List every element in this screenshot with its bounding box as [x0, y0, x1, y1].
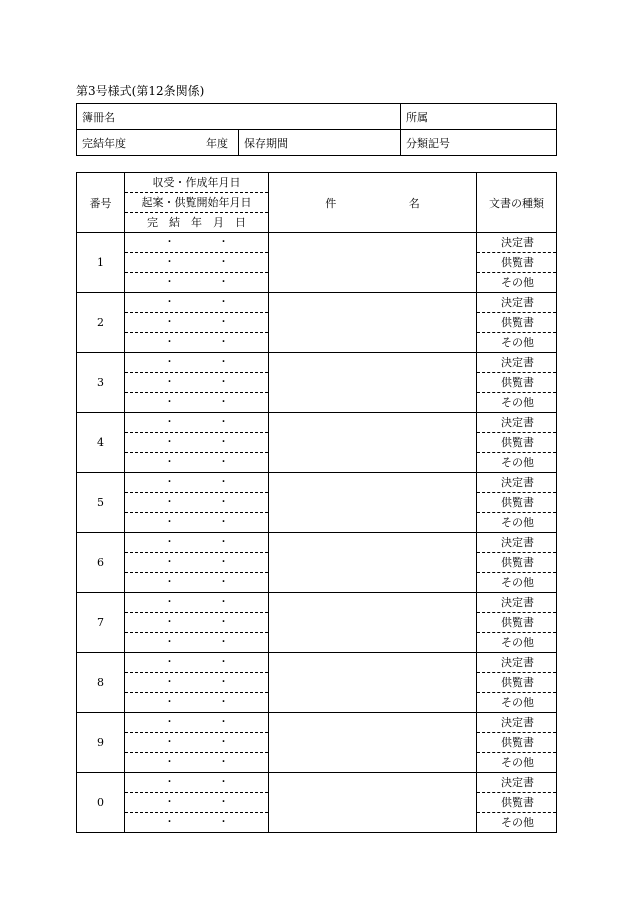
register-name-label: 簿冊名: [82, 110, 115, 124]
doc-type-option[interactable]: 供覧書: [477, 732, 556, 752]
register-row: [77, 713, 557, 773]
date-separator-dot: ・: [164, 457, 175, 468]
date-separator-dot: ・: [218, 517, 229, 528]
date-separator-dot: ・: [164, 377, 175, 388]
date-separator-dot: ・: [164, 717, 175, 728]
date-entry-field[interactable]: [125, 732, 268, 752]
doc-type-options: [477, 473, 557, 533]
date-separator-dot: ・: [218, 797, 229, 808]
date-entry-field[interactable]: [125, 533, 268, 552]
retention-period-label: 保存期間: [244, 136, 288, 150]
date-entry-field[interactable]: [125, 572, 268, 592]
doc-type-option[interactable]: その他: [477, 572, 556, 592]
doc-type-option[interactable]: 決定書: [501, 356, 534, 369]
date-separator-dot: ・: [218, 417, 229, 428]
date-entry-field[interactable]: [125, 272, 268, 292]
date-separator-dot: ・: [164, 697, 175, 708]
doc-type-option[interactable]: その他: [477, 512, 556, 532]
date-separator-dot: ・: [164, 677, 175, 688]
row-number: 6: [77, 533, 125, 593]
doc-type-options: [477, 413, 557, 473]
date-separator-dot: ・: [164, 757, 175, 768]
doc-type-option[interactable]: その他: [477, 392, 556, 412]
doc-type-option[interactable]: 決定書: [501, 596, 534, 609]
register-info-table: [76, 103, 557, 156]
subject-field[interactable]: [269, 413, 477, 473]
form-title: 第3号様式(第12条関係): [76, 84, 205, 98]
subject-field[interactable]: [269, 593, 477, 653]
doc-type-options: [477, 353, 557, 413]
doc-type-options: [477, 593, 557, 653]
info-row-1: [77, 104, 557, 130]
date-entries: [125, 593, 269, 653]
department-label: 所属: [406, 110, 428, 124]
document-register-table: [76, 172, 557, 833]
date-entry-field[interactable]: [125, 452, 268, 472]
subject-field[interactable]: [269, 293, 477, 353]
date-separator-dot: ・: [218, 477, 229, 488]
date-separator-dot: ・: [218, 537, 229, 548]
date-separator-dot: ・: [164, 297, 175, 308]
completion-year-field[interactable]: [77, 130, 239, 156]
date-entry-field[interactable]: [125, 353, 268, 372]
date-entry-field[interactable]: [125, 512, 268, 532]
date-separator-dot: ・: [164, 817, 175, 828]
date-entry-field[interactable]: [125, 312, 268, 332]
date-entry-field[interactable]: [125, 252, 268, 272]
doc-type-option[interactable]: その他: [477, 632, 556, 652]
date-entry-field[interactable]: [125, 432, 268, 452]
date-entries: [125, 533, 269, 593]
date-separator-dot: ・: [218, 337, 229, 348]
year-suffix: 年度: [206, 136, 228, 150]
register-row: [77, 533, 557, 593]
register-row: [77, 233, 557, 293]
header-subject-part1: 件: [325, 196, 337, 210]
doc-type-options: [477, 233, 557, 293]
date-separator-dot: ・: [218, 557, 229, 568]
date-entry-field[interactable]: [125, 692, 268, 712]
register-row: [77, 413, 557, 473]
doc-type-option[interactable]: 供覧書: [477, 792, 556, 812]
date-entry-field[interactable]: [125, 792, 268, 812]
doc-type-option[interactable]: 供覧書: [477, 372, 556, 392]
header-date-completed: 完 結 年 月 日: [125, 212, 268, 232]
date-separator-dot: ・: [164, 417, 175, 428]
row-number: 9: [77, 713, 125, 773]
header-number: 番号: [77, 173, 125, 233]
date-separator-dot: ・: [164, 517, 175, 528]
date-separator-dot: ・: [218, 317, 229, 328]
date-entry-field[interactable]: [125, 752, 268, 772]
doc-type-option[interactable]: 供覧書: [477, 612, 556, 632]
doc-type-option[interactable]: 決定書: [501, 716, 534, 729]
doc-type-option[interactable]: 供覧書: [477, 252, 556, 272]
subject-field[interactable]: [269, 353, 477, 413]
date-separator-dot: ・: [164, 357, 175, 368]
date-entries: [125, 413, 269, 473]
doc-type-options: [477, 293, 557, 353]
date-separator-dot: ・: [218, 297, 229, 308]
classification-code-field[interactable]: [401, 130, 557, 156]
date-entries: [125, 713, 269, 773]
date-entry-field[interactable]: [125, 713, 268, 732]
doc-type-option[interactable]: 供覧書: [477, 312, 556, 332]
doc-type-option[interactable]: その他: [477, 692, 556, 712]
date-entry-field[interactable]: [125, 372, 268, 392]
doc-type-options: [477, 773, 557, 833]
date-separator-dot: ・: [218, 237, 229, 248]
doc-type-option[interactable]: 決定書: [501, 776, 534, 789]
row-number: 0: [77, 773, 125, 833]
date-entries: [125, 353, 269, 413]
register-row: [77, 293, 557, 353]
date-separator-dot: ・: [164, 337, 175, 348]
doc-type-option[interactable]: その他: [477, 452, 556, 472]
register-row: [77, 773, 557, 833]
row-number: 7: [77, 593, 125, 653]
date-separator-dot: ・: [218, 677, 229, 688]
date-separator-dot: ・: [218, 717, 229, 728]
date-separator-dot: ・: [218, 777, 229, 788]
subject-field[interactable]: [269, 233, 477, 293]
row-number: 4: [77, 413, 125, 473]
row-number: 1: [77, 233, 125, 293]
date-separator-dot: ・: [164, 617, 175, 628]
completion-year-label: 完結年度: [82, 136, 126, 150]
doc-type-option[interactable]: 供覧書: [477, 672, 556, 692]
date-separator-dot: ・: [218, 377, 229, 388]
date-entry-field[interactable]: [125, 473, 268, 492]
retention-period-field[interactable]: [239, 130, 401, 156]
subject-field[interactable]: [269, 533, 477, 593]
doc-type-option[interactable]: 決定書: [501, 536, 534, 549]
date-separator-dot: ・: [164, 537, 175, 548]
date-separator-dot: ・: [218, 617, 229, 628]
subject-field[interactable]: [269, 653, 477, 713]
date-separator-dot: ・: [218, 597, 229, 608]
header-date-received: 収受・作成年月日: [152, 176, 241, 189]
register-body: [77, 233, 557, 833]
doc-type-options: [477, 713, 557, 773]
doc-type-option[interactable]: 決定書: [501, 236, 534, 249]
date-separator-dot: ・: [164, 397, 175, 408]
date-entry-field[interactable]: [125, 233, 268, 252]
date-separator-dot: ・: [218, 817, 229, 828]
date-separator-dot: ・: [218, 397, 229, 408]
date-separator-dot: ・: [164, 437, 175, 448]
doc-type-option[interactable]: 決定書: [501, 296, 534, 309]
date-separator-dot: ・: [218, 437, 229, 448]
date-separator-dot: ・: [218, 757, 229, 768]
header-dates: [125, 173, 269, 233]
date-separator-dot: ・: [164, 277, 175, 288]
date-separator-dot: ・: [218, 497, 229, 508]
date-separator-dot: ・: [218, 277, 229, 288]
date-separator-dot: ・: [164, 317, 175, 328]
row-number: 3: [77, 353, 125, 413]
classification-code-label: 分類記号: [406, 136, 450, 150]
header-subject: [269, 173, 477, 233]
date-entry-field[interactable]: [125, 332, 268, 352]
date-separator-dot: ・: [218, 657, 229, 668]
info-row-2: [77, 130, 557, 156]
doc-type-option[interactable]: 決定書: [501, 416, 534, 429]
subject-field[interactable]: [269, 713, 477, 773]
row-number: 8: [77, 653, 125, 713]
date-separator-dot: ・: [164, 237, 175, 248]
date-separator-dot: ・: [218, 697, 229, 708]
date-entry-field[interactable]: [125, 492, 268, 512]
date-separator-dot: ・: [164, 797, 175, 808]
date-entries: [125, 773, 269, 833]
date-entry-field[interactable]: [125, 413, 268, 432]
date-separator-dot: ・: [218, 357, 229, 368]
doc-type-option[interactable]: その他: [477, 812, 556, 832]
date-separator-dot: ・: [164, 557, 175, 568]
date-separator-dot: ・: [218, 577, 229, 588]
doc-type-option[interactable]: 決定書: [501, 656, 534, 669]
header-date-drafted: 起案・供覧開始年月日: [125, 192, 268, 212]
date-entry-field[interactable]: [125, 812, 268, 832]
doc-type-option[interactable]: 供覧書: [477, 552, 556, 572]
date-separator-dot: ・: [218, 457, 229, 468]
date-separator-dot: ・: [218, 737, 229, 748]
doc-type-option[interactable]: 供覧書: [477, 432, 556, 452]
subject-field[interactable]: [269, 773, 477, 833]
doc-type-options: [477, 653, 557, 713]
date-separator-dot: ・: [164, 777, 175, 788]
doc-type-option[interactable]: その他: [477, 332, 556, 352]
header-subject-part2: 名: [408, 196, 420, 210]
date-separator-dot: ・: [218, 257, 229, 268]
date-entry-field[interactable]: [125, 593, 268, 612]
date-entry-field[interactable]: [125, 612, 268, 632]
department-field[interactable]: [401, 104, 557, 130]
date-entries: [125, 293, 269, 353]
register-name-field[interactable]: [77, 104, 401, 130]
date-entry-field[interactable]: [125, 773, 268, 792]
doc-type-option[interactable]: 決定書: [501, 476, 534, 489]
date-entries: [125, 473, 269, 533]
header-doc-type: 文書の種類: [477, 173, 557, 233]
date-entry-field[interactable]: [125, 653, 268, 672]
row-number: 5: [77, 473, 125, 533]
doc-type-option[interactable]: 供覧書: [477, 492, 556, 512]
date-entry-field[interactable]: [125, 392, 268, 412]
date-entries: [125, 233, 269, 293]
date-entry-field[interactable]: [125, 672, 268, 692]
date-separator-dot: ・: [164, 477, 175, 488]
date-separator-dot: ・: [164, 497, 175, 508]
date-separator-dot: ・: [164, 737, 175, 748]
date-separator-dot: ・: [218, 637, 229, 648]
register-row: [77, 653, 557, 713]
date-entry-field[interactable]: [125, 293, 268, 312]
doc-type-option[interactable]: その他: [477, 752, 556, 772]
date-entry-field[interactable]: [125, 632, 268, 652]
doc-type-options: [477, 533, 557, 593]
register-row: [77, 353, 557, 413]
date-entries: [125, 653, 269, 713]
date-entry-field[interactable]: [125, 552, 268, 572]
register-row: [77, 593, 557, 653]
date-separator-dot: ・: [164, 657, 175, 668]
doc-type-option[interactable]: その他: [477, 272, 556, 292]
register-row: [77, 473, 557, 533]
date-separator-dot: ・: [164, 597, 175, 608]
subject-field[interactable]: [269, 473, 477, 533]
row-number: 2: [77, 293, 125, 353]
register-header-row: [77, 173, 557, 233]
date-separator-dot: ・: [164, 637, 175, 648]
date-separator-dot: ・: [164, 257, 175, 268]
date-separator-dot: ・: [164, 577, 175, 588]
